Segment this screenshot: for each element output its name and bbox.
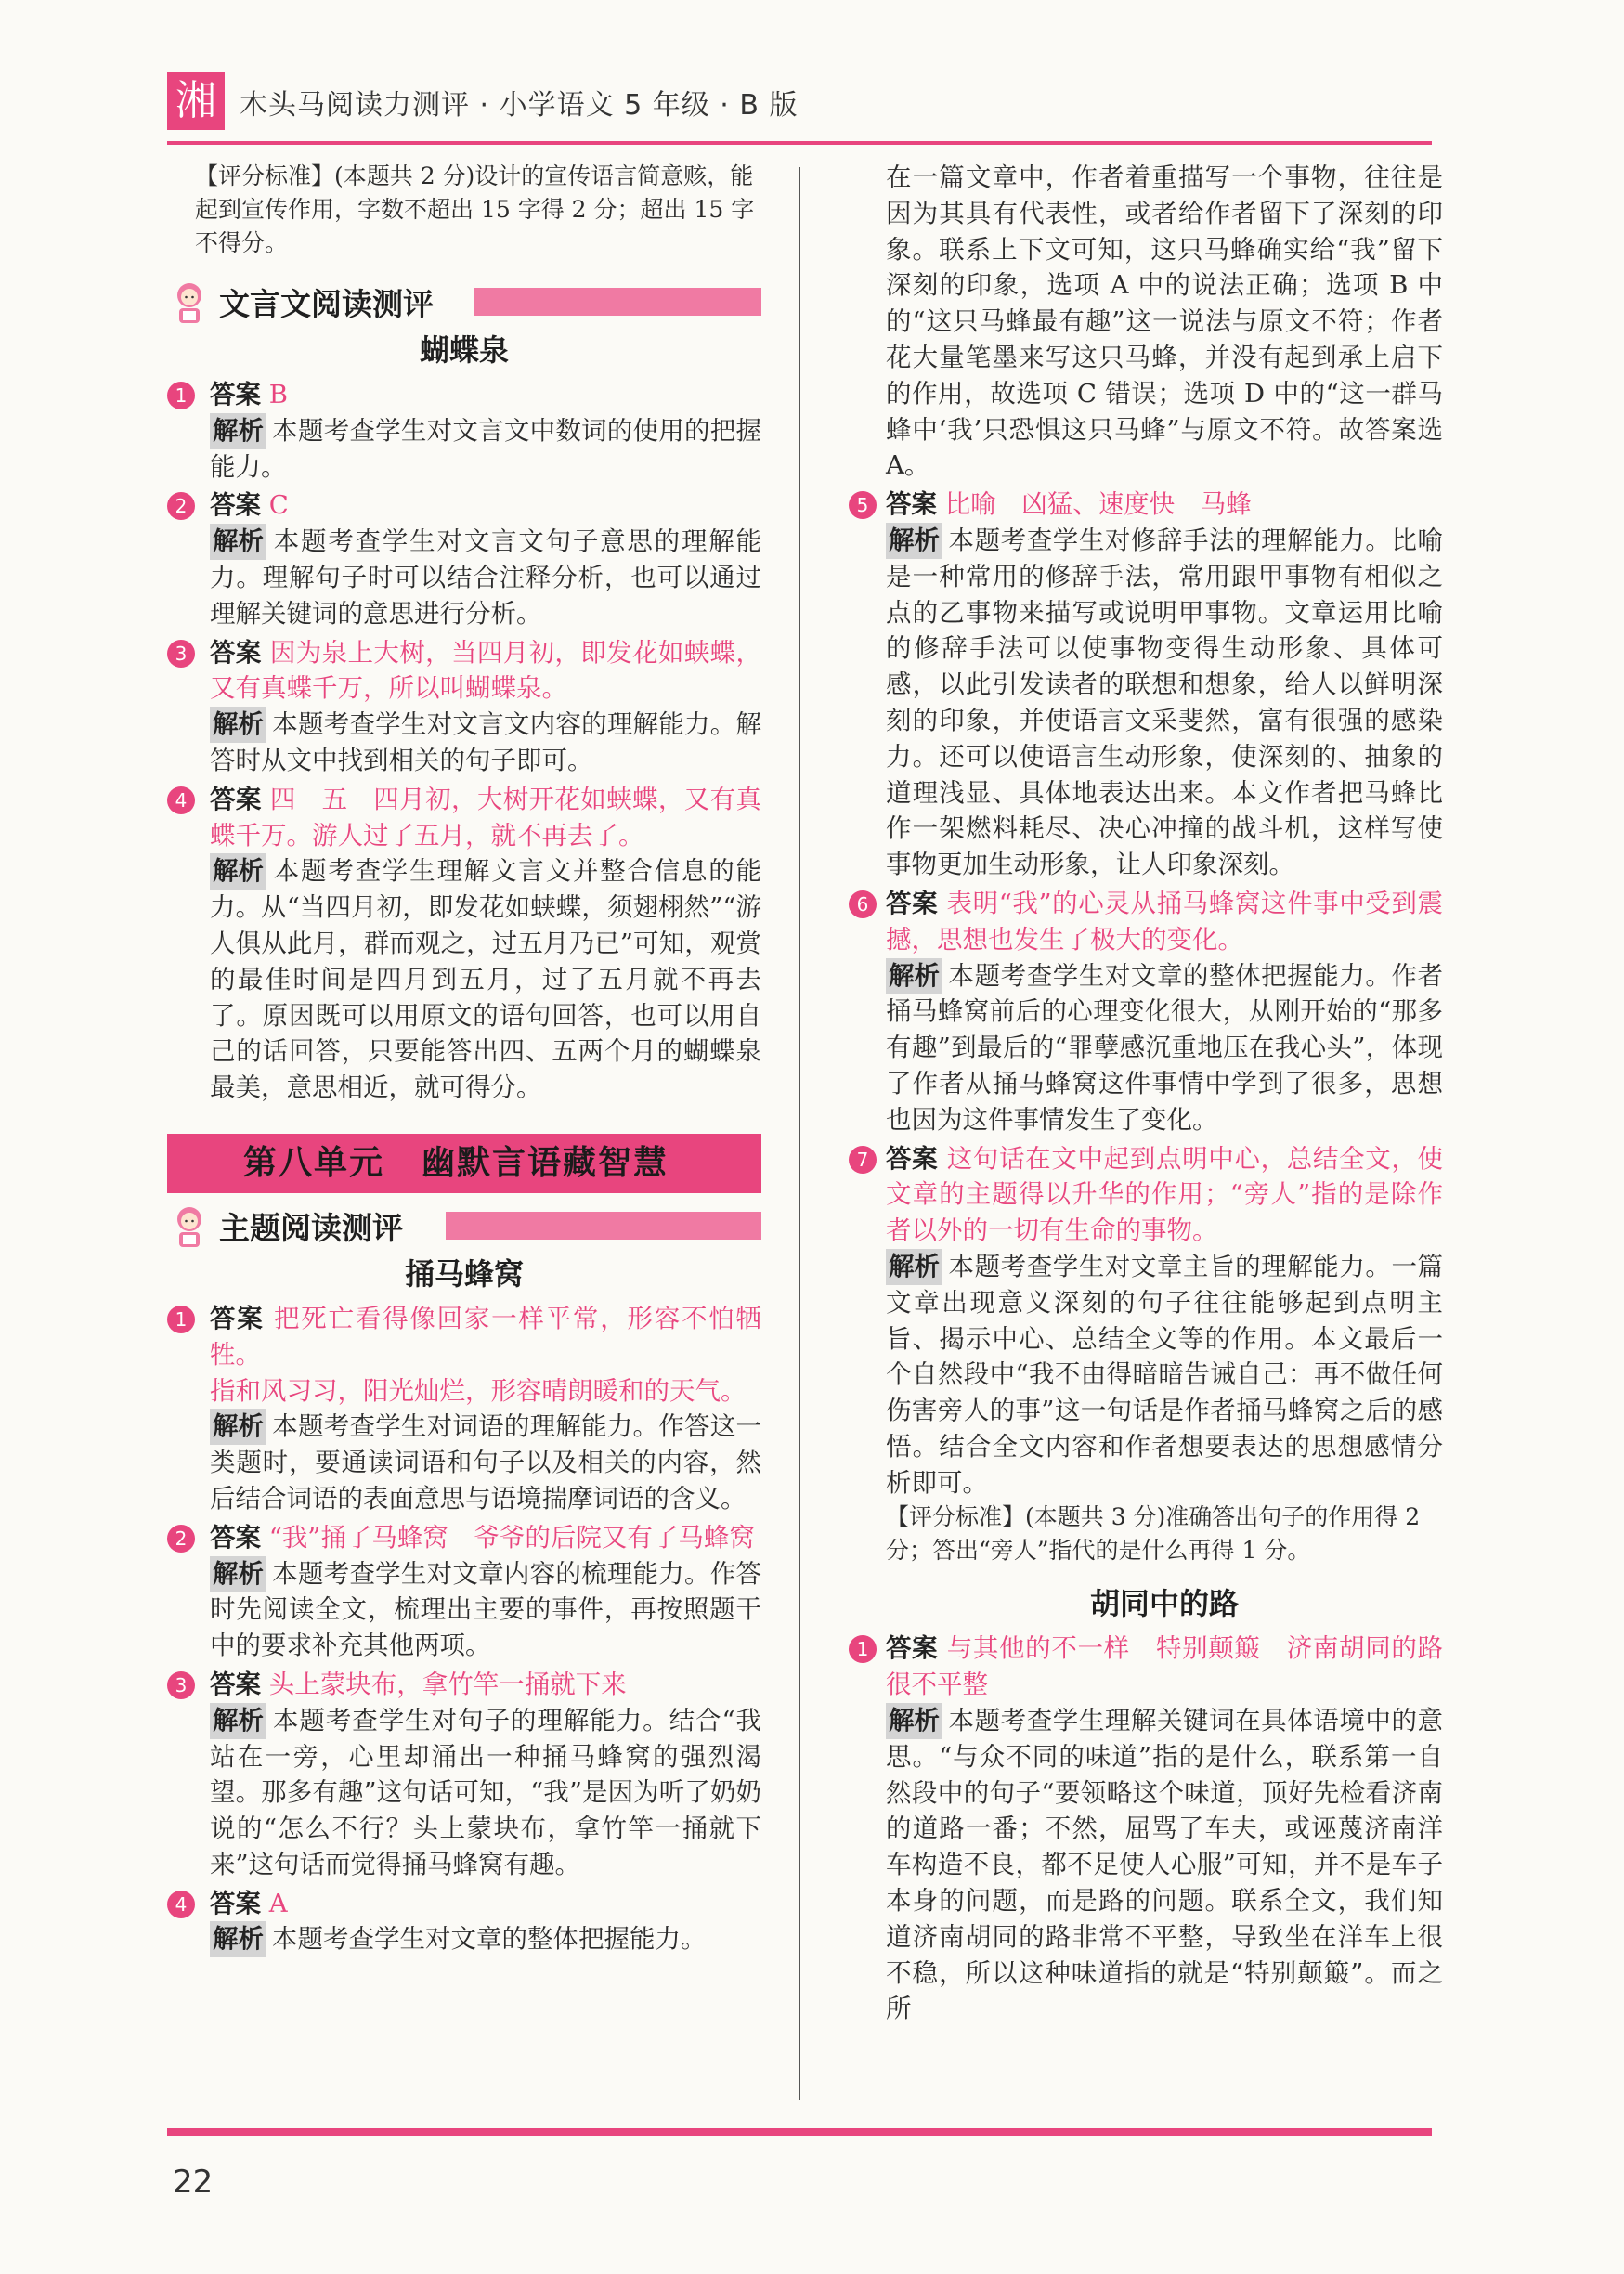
analysis-label: 解析 (210, 853, 266, 890)
analysis-text: 本题考查学生理解关键词在具体语境中的意思。“与众不同的味道”指的是什么，联系第一自然段中的句子“要领略这个味道，顶好先检看济南的道路一番；不然，屈骂了车夫，或诬蔑济南洋车构造不良，都不足使人心服”可知，并不是车子本身的问题，而是路的问题。联系全文，我们知道济南胡同的路非常不平整，导致坐在洋车上很不稳，所以这种味道指的就是“特别颠簸”。而之所 (886, 1706, 1443, 2024)
section-title-bar (474, 288, 761, 316)
answer-label: 答案 (210, 1303, 265, 1333)
answer-text: 与其他的不一样 特别颠簸 济南胡同的路很不平整 (886, 1633, 1444, 1700)
question-4 (167, 1886, 761, 1958)
analysis-label: 解析 (886, 958, 942, 994)
analysis-text: 本题考查学生对文章主旨的理解能力。一篇文章出现意义深刻的句子往往能够起到点明主旨、揭示中心、总结全文等的作用。本文最后一个自然段中“我不由得暗暗告诫自己：再不做任何伤害旁人的事”这一句话是作者捅马蜂窝之后的感悟。结合全文内容和作者想要表达的思想感情分析即可。 (886, 1251, 1443, 1498)
answer-label: 答案 (210, 380, 261, 409)
article-title: 捅马蜂窝 (404, 1255, 524, 1292)
question-number: 6 (849, 890, 877, 918)
question-2 (167, 1520, 761, 1664)
analysis-continuation: 在一篇文章中，作者着重描写一个事物，往往是因为其具有代表性，或者给作者留下了深刻的印象。联系上下文可知，这只马蜂确实给“我”留下深刻的印象，选项 A 中的说法正确；选项 B 中的“这只马蜂最有趣”这一说法与原文不符；作者花大量笔墨来写这只马蜂，并没有起到承上启下的作用，故选项 C 错误；选项 D 中的“这一群马蜂中‘我’只恐惧这只马蜂”与原文不符。故答案选 A。 (886, 162, 1443, 481)
question-number: 3 (167, 640, 195, 668)
answer-label: 答案 (886, 489, 937, 520)
answer-text: B (268, 380, 288, 409)
question-4 (167, 782, 761, 1106)
answer-label: 答案 (886, 888, 939, 918)
unit-banner (167, 1134, 761, 1193)
analysis-label: 解析 (210, 1703, 266, 1739)
answer-text: A (268, 1888, 288, 1918)
page-number: 22 (173, 2164, 214, 2201)
analysis-text: 本题考查学生对词语的理解能力。作答这一类题时，要通读词语和句子以及相关的内容，然后结合词语的表面意思与语境揣摩词语的含义。 (210, 1411, 761, 1514)
answer-text: 四 五 四月初，大树开花如蛱蝶，又有真蝶千万。游人过了五月，就不再去了。 (210, 784, 762, 851)
question-number: 1 (167, 382, 195, 409)
analysis-label: 解析 (210, 1556, 266, 1592)
answer-label: 答案 (210, 1522, 261, 1553)
answer-label: 答案 (210, 490, 261, 521)
girl-reader-icon (171, 280, 208, 325)
question-2 (167, 487, 761, 631)
answer-label: 答案 (210, 1669, 261, 1699)
section-title: 主题阅读测评 (219, 1209, 403, 1246)
answer-text: “我”捅了马蜂窝 爷爷的后院又有了马蜂窝 (268, 1522, 755, 1553)
question-1 (167, 1301, 761, 1517)
answer-text: 因为泉上大树，当四月初，即发花如蛱蝶，又有真蝶千万，所以叫蝴蝶泉。 (210, 637, 762, 704)
analysis-text: 本题考查学生对修辞手法的理解能力。比喻是一种常用的修辞手法，常用跟甲事物有相似之点的乙事物来描写或说明甲事物。文章运用比喻的修辞手法可以使事物变得生动形象、具体可感，以此引发读者的联想和想象，给人以鲜明深刻的印象，并使语言文采斐然，富有很强的感染力。还可以使语言生动形象，使深刻的、抽象的道理浅显、具体地表达出来。本文作者把马蜂比作一架燃料耗尽、决心冲撞的战斗机，这样写使事物更加生动形象，让人印象深刻。 (886, 525, 1443, 880)
question-number: 1 (849, 1635, 877, 1663)
analysis-text: 本题考查学生对文章内容的梳理能力。作答时先阅读全文，梳理出主要的事件，再按照题干中的要求补充其他两项。 (210, 1558, 761, 1661)
analysis-label: 解析 (886, 523, 942, 559)
question-number: 4 (167, 1891, 195, 1918)
question-number: 3 (167, 1671, 195, 1699)
analysis-label: 解析 (210, 707, 266, 743)
right-column (856, 160, 1444, 2027)
question-1 (167, 377, 761, 485)
section-title: 文言文阅读测评 (219, 286, 434, 322)
analysis-label: 解析 (210, 1921, 266, 1957)
book-title: 木头马阅读力测评 · 小学语文 5 年级 · B 版 (240, 89, 799, 122)
question-6 (849, 886, 1443, 1138)
header-rule (167, 141, 1432, 145)
answer-text: 这句话在文中起到点明中心，总结全文，使文章的主题得以升华的作用；“旁人”指的是除作者以外的一切有生命的事物。 (886, 1143, 1444, 1246)
answer-text: 把死亡看得像回家一样平常，形容不怕牺牲。 (210, 1303, 762, 1370)
grading-standard: 【评分标准】(本题共 3 分)准确答出句子的作用得 2 分；答出“旁人”指代的是什么再得 1 分。 (886, 1503, 1421, 1565)
analysis-text: 本题考查学生对文章的整体把握能力。 (272, 1924, 707, 1955)
question-3 (167, 635, 761, 779)
section-header-theme (167, 1201, 761, 1247)
analysis-text: 本题考查学生对文言文中数词的使用的把握能力。 (210, 415, 761, 482)
analysis-text: 本题考查学生对文章的整体把握能力。作者捅马蜂窝前后的心理变化很大，从刚开始的“那多有趣”到最后的“罪孽感沉重地压在我心头”，体现了作者从捅马蜂窝这件事情中学到了很多，思想也因为这件事情发生了变化。 (886, 960, 1443, 1135)
column-divider (799, 167, 800, 2100)
grading-standard: 【评分标准】(本题共 2 分)设计的宣传语言简意赅，能起到宣传作用，字数不超出 15 字得 2 分；超出 15 字不得分。 (195, 162, 755, 256)
analysis-label: 解析 (210, 524, 266, 560)
footer-rule (167, 2128, 1432, 2136)
question-5 (849, 487, 1443, 883)
question-7 (849, 1141, 1443, 1501)
girl-reader-icon (171, 1204, 208, 1249)
analysis-label: 解析 (210, 413, 266, 449)
question-number: 2 (167, 1525, 195, 1553)
question-number: 7 (849, 1146, 877, 1174)
unit-theme: 幽默言语藏智慧 (422, 1143, 669, 1182)
answer-text: C (268, 490, 289, 521)
question-number: 4 (167, 786, 195, 814)
question-1 (849, 1631, 1443, 2027)
answer-label: 答案 (886, 1143, 939, 1174)
question-3 (167, 1667, 761, 1883)
analysis-label: 解析 (886, 1249, 942, 1285)
answer-text: 比喻 凶猛、速度快 马蜂 (944, 489, 1252, 520)
answer-text: 表明“我”的心灵从捅马蜂窝这件事中受到震撼，思想也发生了极大的变化。 (886, 888, 1443, 955)
unit-number: 第八单元 (243, 1143, 385, 1182)
question-number: 1 (167, 1306, 195, 1333)
answer-text: 指和风习习，阳光灿烂，形容晴朗暖和的天气。 (210, 1375, 747, 1406)
answer-label: 答案 (210, 1888, 261, 1918)
analysis-label: 解析 (210, 1409, 266, 1445)
answer-label: 答案 (886, 1633, 939, 1664)
question-number: 5 (849, 491, 877, 519)
article-title: 胡同中的路 (1089, 1586, 1239, 1622)
analysis-text: 本题考查学生对句子的理解能力。结合“我站在一旁，心里却涌出一种捅马蜂窝的强烈渴望。那多有趣”这句话可知，“我”是因为听了奶奶说的“怎么不行？头上蒙块布，拿竹竿一捅就下来”这句话而觉得捅马蜂窝有趣。 (210, 1705, 761, 1879)
section-title-bar (446, 1212, 761, 1240)
answer-label: 答案 (210, 784, 262, 814)
article-title: 蝴蝶泉 (419, 332, 509, 368)
answer-label: 答案 (210, 637, 262, 668)
page-header (167, 72, 1430, 130)
series-logo: 湘 (167, 72, 225, 130)
section-header-classical (167, 277, 761, 323)
left-column (167, 160, 761, 1957)
analysis-text: 本题考查学生对文言文句子意思的理解能力。理解句子时可以结合注释分析，也可以通过理解关键词的意思进行分析。 (210, 526, 761, 629)
question-number: 2 (167, 492, 195, 520)
analysis-text: 本题考查学生理解文言文并整合信息的能力。从“当四月初，即发花如蛱蝶，须翅栩然”“游人俱从此月，群而观之，过五月乃已”可知，观赏的最佳时间是四月到五月，过了五月就不再去了。原因既可以用原文的语句回答，也可以用自己的话回答，只要能答出四、五两个月的蝴蝶泉最美，意思相近，就可得分。 (210, 856, 761, 1103)
analysis-label: 解析 (886, 1703, 942, 1739)
analysis-text: 本题考查学生对文言文内容的理解能力。解答时从文中找到相关的句子即可。 (210, 709, 761, 775)
answer-text: 头上蒙块布，拿竹竿一捅就下来 (268, 1669, 627, 1699)
